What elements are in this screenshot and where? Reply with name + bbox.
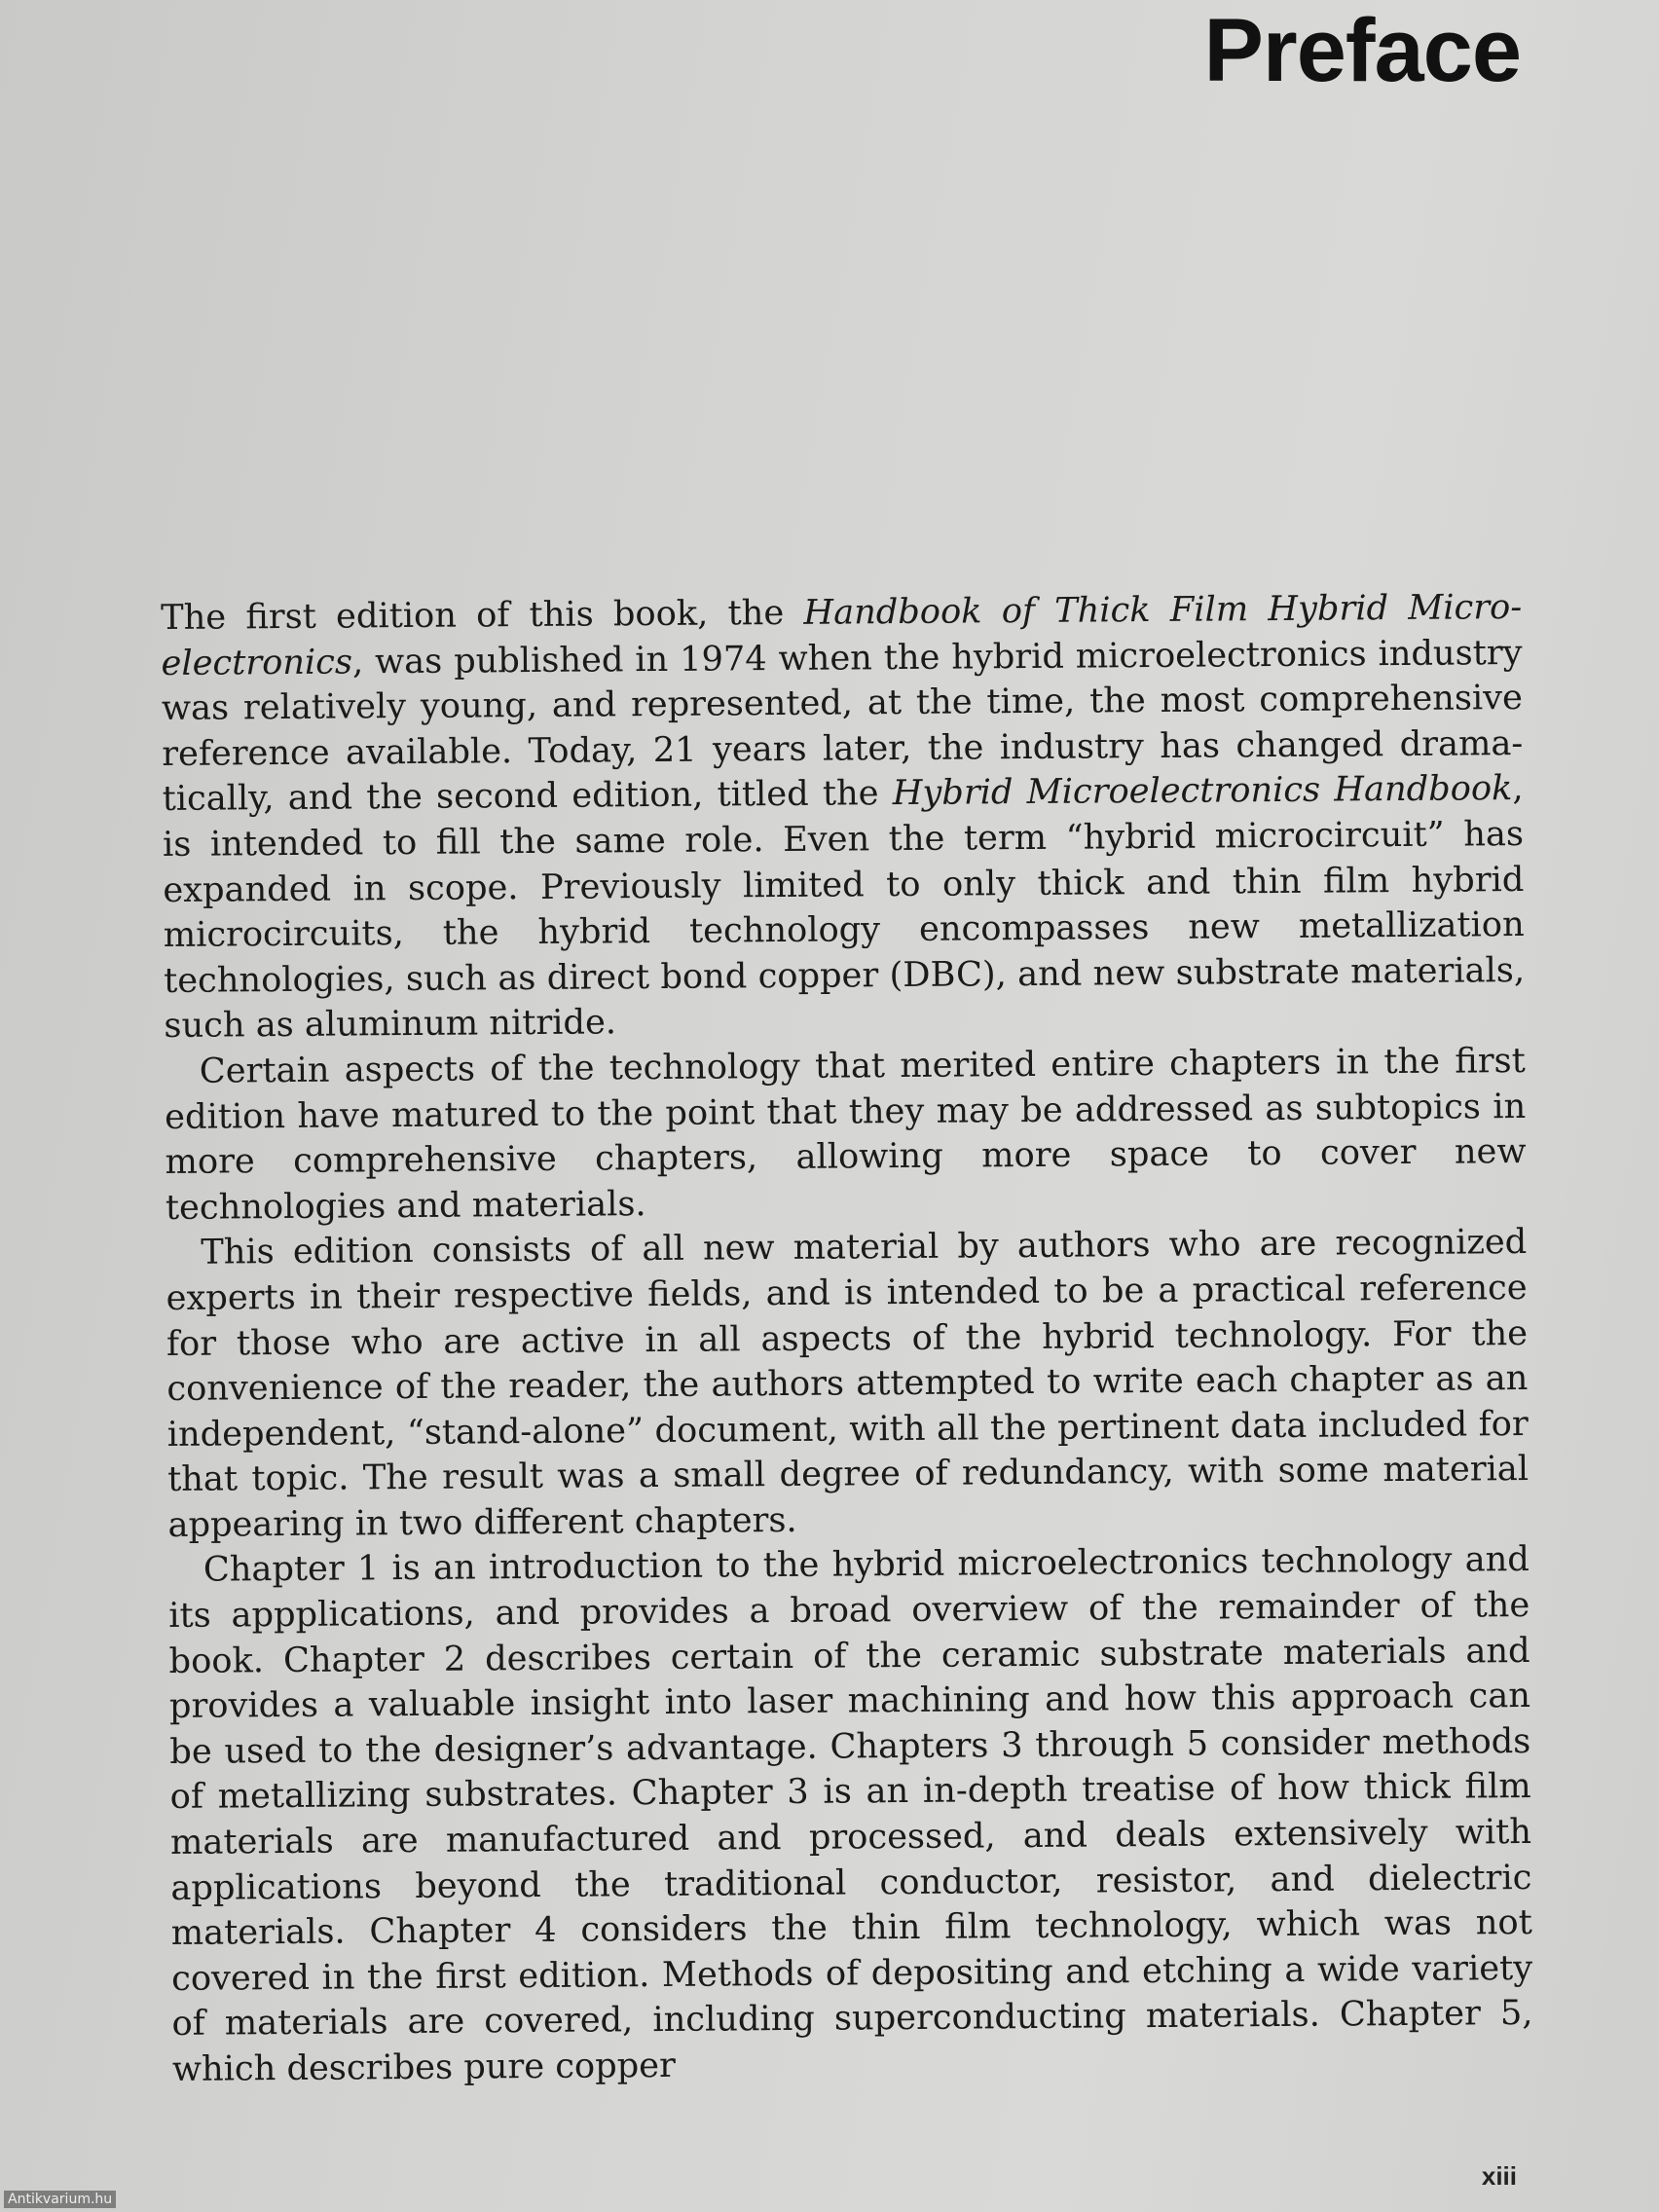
paragraph-1-text-a: The first edition of this book, the: [161, 592, 804, 638]
page-title: Preface: [1203, 1, 1521, 100]
paragraph-1: [161, 585, 1526, 1050]
preface-body: [161, 585, 1533, 2093]
paragraph-1-text-c: , is intended to fill the same role. Even the term “hybrid microcircuit” has expanded in scope. Previously limited to only thick and thin film hybrid microcircuits, the hybrid technology encompasses new metallization technologies, such as direct bond copper (DBC), and new substrate materials, such as aluminum nitride.: [162, 768, 1526, 1047]
first-edition-book-title: Handbook of Thick Film Hybrid Microelectronics: [161, 587, 1523, 683]
watermark: Antikvarium.hu: [4, 2191, 116, 2208]
paragraph-2: Certain aspects of the technology that merited entire chapters in the first edition have matured to the point that they may be addressed as subtopics in more comprehensive chapters, allowing more space to cover new technologies and materials.: [165, 1040, 1527, 1228]
paragraph-1-text-b: , was published in 1974 when the hybrid microelectronics industry was relatively young, and represented, at the time, the most comprehensive reference available. Today, 21 years later, the industry has changed dramatically, and the second edition, titled the: [161, 632, 1524, 820]
page-number: xiii: [1481, 2161, 1517, 2191]
paragraph-4: Chapter 1 is an introduction to the hybrid microelectronics technology and its appplications, and provides a broad overview of the remainder of the book. Chapter 2 describes certain of the ceramic substrate materials and provides a valuable insight into laser machining and how this approach can be used to the designer’s advantage. Chapters 3 through 5 consider methods of metallizing substrates. Chapter 3 is an in-depth treatise of how thick film materials are manufactured and processed, and deals extensively with applications beyond the traditional conductor, resistor, and dielectric materials. Chapter 4 considers the thin film technology, which was not covered in the first edition. Methods of depositing and etching a wide variety of materials are covered, including superconducting materials. Chapter 5, which describes pure copper: [168, 1539, 1533, 2089]
paragraph-3: This edition consists of all new material by authors who are recognized experts in their respective fields, and is intended to be a practical reference for those who are active in all aspects of the hybrid technology. For the convenience of the reader, the authors attempted to write each chapter as an independent, “stand-alone” document, with all the pertinent data included for that topic. The result was a small degree of redundancy, with some material appearing in two different chapters.: [166, 1222, 1530, 1545]
second-edition-book-title: Hybrid Microelectronics Handbook: [892, 768, 1513, 814]
